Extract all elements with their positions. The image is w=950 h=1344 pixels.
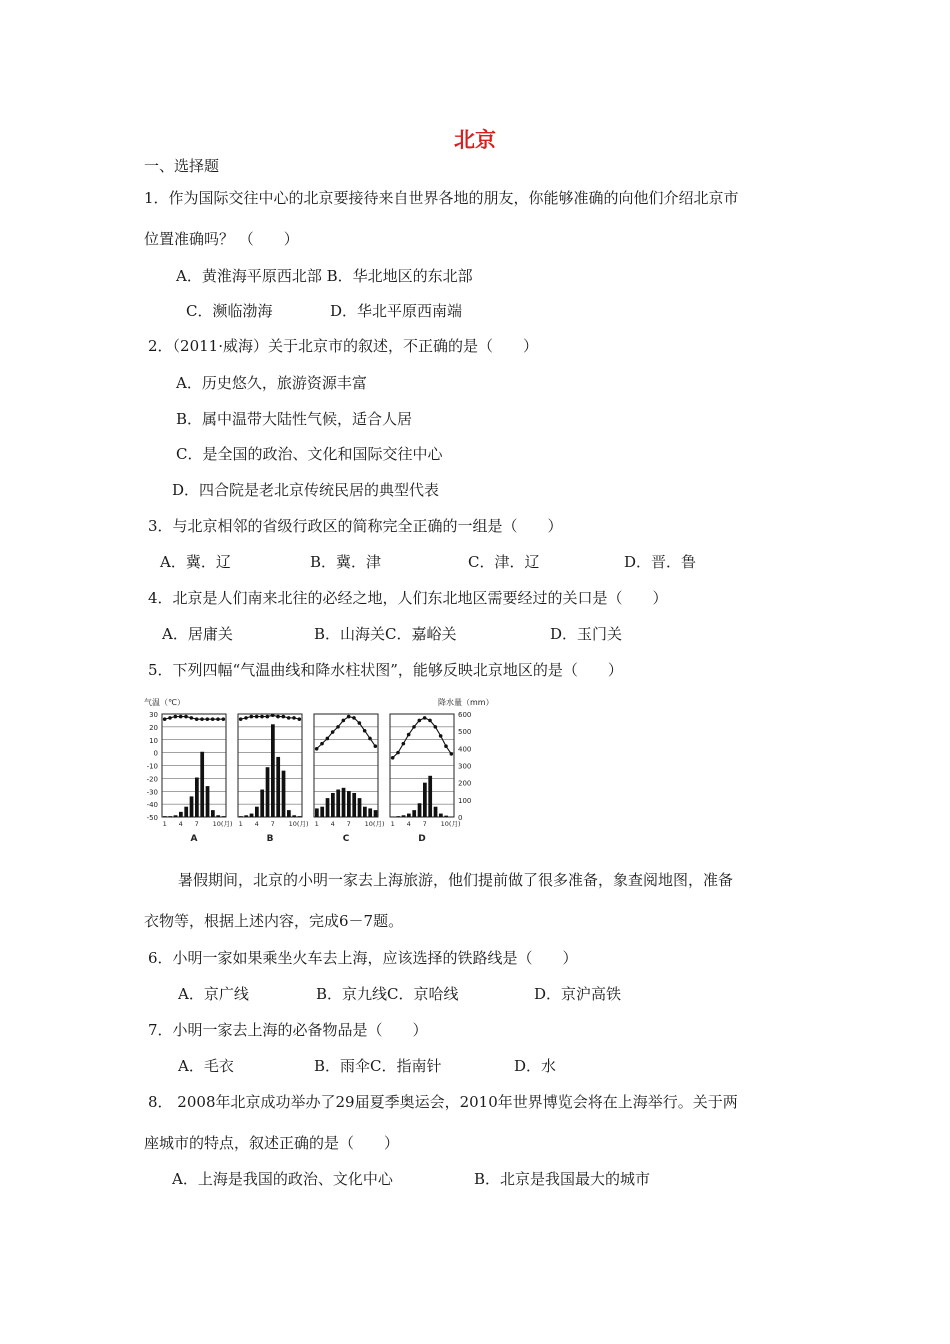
question-7-option-bc: B．雨伞C．指南针 (314, 1057, 442, 1075)
temp-point (342, 719, 346, 723)
question-2-stem: 2．（2011·威海）关于北京市的叙述，不正确的是（ ） (148, 337, 538, 355)
temp-point (352, 716, 356, 720)
question-1-option-c: C．濒临渤海 (186, 302, 273, 320)
x-tick-label: 10(月) (364, 820, 385, 828)
temp-line (393, 718, 452, 758)
temp-point (222, 717, 226, 721)
temp-point (298, 717, 302, 721)
left-tick-label: -30 (146, 788, 158, 797)
temp-point (358, 721, 362, 725)
precip-bar (396, 816, 400, 817)
temp-point (331, 730, 335, 734)
right-tick-label: 500 (458, 728, 472, 737)
question-3-option-b: B．冀．津 (310, 553, 382, 571)
question-8-stem-cont: 座城市的特点，叙述正确的是（ ） (144, 1134, 400, 1152)
question-1-option-ab: A．黄淮海平原西北部 B．华北地区的东北部 (176, 267, 473, 285)
right-tick-label: 300 (458, 762, 472, 771)
temp-point (439, 734, 443, 738)
question-8-option-b: B．北京是我国最大的城市 (474, 1170, 651, 1188)
right-tick-label: 100 (458, 796, 472, 805)
x-tick-label: 7 (422, 820, 427, 828)
x-tick-label: 4 (330, 820, 335, 828)
right-axis-label: 降水量（mm） (438, 698, 490, 707)
precip-bar (174, 815, 178, 817)
question-2-option-c: C．是全国的政治、文化和国际交往中心 (176, 445, 443, 463)
precip-bar (407, 814, 411, 817)
temp-point (168, 716, 172, 720)
temp-point (271, 713, 275, 717)
passage-line-2: 衣物等，根据上述内容，完成6－7题。 (144, 912, 404, 930)
precip-bar (368, 808, 372, 817)
right-tick-label: 0 (458, 814, 463, 822)
question-3-option-d: D．晋．鲁 (624, 553, 697, 571)
temp-point (423, 716, 427, 720)
x-tick-label: 4 (406, 820, 411, 828)
precip-bar (239, 816, 243, 817)
temp-point (260, 715, 264, 719)
temp-point (179, 715, 183, 719)
precip-bar (315, 808, 319, 817)
temp-point (287, 716, 291, 720)
precip-bar (190, 796, 194, 817)
temp-point (244, 716, 248, 720)
temp-point (276, 715, 280, 719)
temp-point (428, 719, 432, 723)
temp-point (347, 715, 351, 719)
precip-bar (216, 815, 220, 817)
precip-bar (271, 724, 275, 817)
question-6-stem: 6．小明一家如果乘坐火车去上海，应该选择的铁路线是（ ） (148, 949, 578, 967)
precip-bar (250, 814, 254, 817)
question-8-stem: 8． 2008年北京成功举办了29届夏季奥运会，2010年世界博览会将在上海举行。关于两 (148, 1093, 738, 1111)
temp-point (412, 725, 416, 729)
x-tick-label: 10(月) (440, 820, 461, 828)
temp-point (174, 715, 178, 719)
temp-point (292, 716, 296, 720)
left-tick-label: 0 (153, 749, 158, 758)
precip-bar (450, 816, 454, 817)
temp-line (165, 717, 224, 720)
question-7-stem: 7．小明一家去上海的必备物品是（ ） (148, 1021, 428, 1039)
temp-point (216, 717, 220, 721)
precip-bar (255, 807, 259, 817)
question-7-option-a: A．毛衣 (178, 1057, 234, 1075)
left-tick-label: -40 (146, 801, 158, 810)
temp-point (444, 744, 448, 748)
temp-point (402, 742, 406, 746)
right-tick-label: 600 (458, 711, 472, 719)
precip-bar (434, 807, 438, 817)
temp-point (190, 716, 194, 720)
precip-bar (260, 790, 264, 817)
question-1-stem-cont: 位置准确吗？ （ ） (144, 230, 299, 248)
temp-point (391, 756, 395, 760)
precip-bar (352, 793, 356, 817)
left-tick-label: 20 (149, 723, 158, 732)
left-tick-label: -10 (146, 762, 158, 771)
panel-label: B (266, 834, 274, 844)
temp-point (396, 751, 400, 755)
precip-bar (163, 816, 167, 817)
left-tick-label: 30 (149, 711, 158, 719)
question-1-stem: 1．作为国际交往中心的北京要接待来自世界各地的朋友，你能够准确的向他们介绍北京市 (144, 189, 739, 207)
question-6-option-a: A．京广线 (178, 985, 249, 1003)
precip-bar (168, 816, 172, 817)
precip-bar (222, 816, 226, 817)
temp-point (418, 719, 422, 723)
precip-bar (206, 786, 210, 817)
precip-bar (391, 816, 395, 817)
question-8-option-a: A．上海是我国的政治、文化中心 (172, 1170, 393, 1188)
left-tick-label: 10 (149, 736, 158, 745)
x-tick-label: 7 (194, 820, 199, 828)
precip-bar (276, 757, 280, 817)
question-2-option-d: D．四合院是老北京传统民居的典型代表 (172, 481, 440, 499)
question-4-option-d: D．玉门关 (550, 625, 623, 643)
question-3-option-a: A．冀．辽 (160, 553, 231, 571)
x-tick-label: 7 (270, 820, 275, 828)
precip-bar (292, 815, 296, 817)
question-6-option-d: D．京沪高铁 (534, 985, 622, 1003)
precip-bar (287, 810, 291, 817)
question-4-option-bc: B．山海关C．嘉峪关 (314, 625, 457, 643)
x-tick-label: 4 (178, 820, 183, 828)
temp-point (266, 715, 270, 719)
question-7-option-d: D．水 (514, 1057, 557, 1075)
precip-bar (200, 752, 204, 817)
temp-point (368, 737, 372, 741)
precip-bar (244, 815, 248, 817)
temp-point (206, 717, 210, 721)
panel-label: C (342, 834, 350, 844)
precip-bar (282, 771, 286, 817)
precip-bar (402, 815, 406, 817)
temp-point (282, 715, 286, 719)
left-axis-label: 气温（℃） (144, 698, 185, 707)
temp-point (184, 715, 188, 719)
question-1-option-d: D．华北平原西南端 (330, 302, 463, 320)
x-tick-label: 1 (238, 820, 243, 828)
temp-point (336, 725, 340, 729)
x-tick-label: 10(月) (212, 820, 233, 828)
x-tick-label: 7 (346, 820, 351, 828)
precip-bar (179, 812, 183, 817)
temp-point (255, 715, 259, 719)
precip-bar (444, 816, 448, 817)
temp-line (241, 715, 300, 719)
temp-line (317, 717, 376, 749)
temp-point (250, 715, 254, 719)
climate-charts (140, 692, 490, 852)
precip-bar (266, 767, 270, 817)
precip-bar (358, 798, 362, 817)
passage-line-1: 暑假期间，北京的小明一家去上海旅游，他们提前做了很多准备，象查阅地图，准备 (178, 871, 734, 889)
section-heading: 一、选择题 (144, 157, 220, 175)
precip-bar (331, 793, 335, 817)
x-tick-label: 1 (314, 820, 319, 828)
x-tick-label: 4 (254, 820, 259, 828)
temp-point (326, 737, 330, 741)
right-tick-label: 400 (458, 745, 472, 754)
precip-bar (320, 807, 324, 817)
precip-bar (342, 788, 346, 817)
temp-point (363, 729, 367, 733)
question-4-option-a: A．居庸关 (162, 625, 233, 643)
temp-point (374, 744, 378, 748)
left-tick-label: -50 (146, 814, 158, 822)
temp-point (195, 717, 199, 721)
temp-point (200, 717, 204, 721)
precip-bar (374, 810, 378, 817)
question-2-option-b: B．属中温带大陆性气候，适合人居 (176, 410, 413, 428)
left-tick-label: -20 (146, 775, 158, 784)
climate-charts-svg (140, 692, 490, 852)
panel-label: D (418, 834, 426, 844)
x-tick-label: 1 (162, 820, 167, 828)
temp-point (315, 747, 319, 751)
question-6-option-bc: B．京九线C．京哈线 (316, 985, 459, 1003)
precip-bar (363, 807, 367, 817)
temp-point (163, 717, 167, 721)
question-5-stem: 5．下列四幅“气温曲线和降水柱状图”，能够反映北京地区的是（ ） (148, 661, 623, 679)
precip-bar (439, 814, 443, 817)
precip-bar (298, 816, 302, 817)
temp-point (211, 717, 215, 721)
precip-bar (418, 803, 422, 817)
temp-point (434, 725, 438, 729)
precip-bar (211, 810, 215, 817)
temp-point (450, 752, 454, 756)
precip-bar (423, 783, 427, 817)
precip-bar (336, 790, 340, 817)
x-tick-label: 1 (390, 820, 395, 828)
precip-bar (195, 778, 199, 817)
precip-bar (428, 776, 432, 817)
page-title: 北京 (454, 128, 496, 152)
precip-bar (412, 810, 416, 817)
precip-bar (326, 798, 330, 817)
question-3-option-c: C．津．辽 (468, 553, 540, 571)
temp-point (407, 733, 411, 737)
panel-label: A (190, 834, 198, 844)
question-3-stem: 3．与北京相邻的省级行政区的简称完全正确的一组是（ ） (148, 517, 563, 535)
temp-point (320, 742, 324, 746)
right-tick-label: 200 (458, 779, 472, 788)
precip-bar (184, 807, 188, 817)
x-tick-label: 10(月) (288, 820, 309, 828)
temp-point (239, 717, 243, 721)
question-2-option-a: A．历史悠久，旅游资源丰富 (176, 374, 367, 392)
question-4-stem: 4．北京是人们南来北往的必经之地，人们东北地区需要经过的关口是（ ） (148, 589, 668, 607)
precip-bar (347, 791, 351, 817)
